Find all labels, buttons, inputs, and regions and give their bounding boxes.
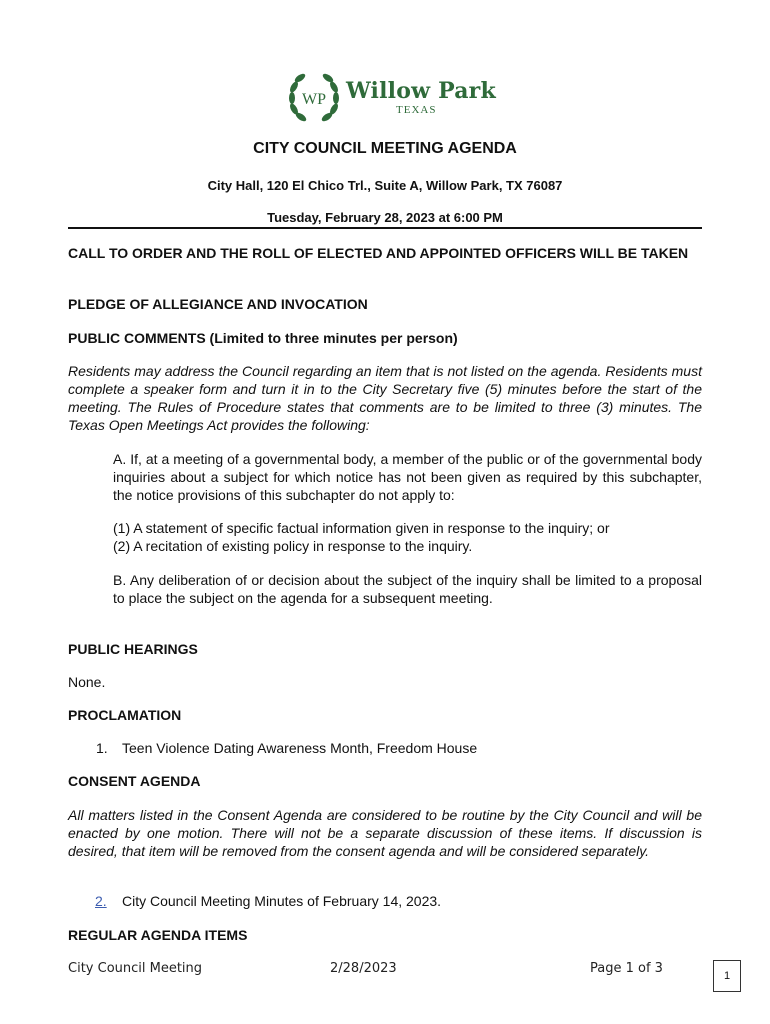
page-number-box: 1 — [713, 960, 741, 992]
page-title: CITY COUNCIL MEETING AGENDA — [253, 140, 517, 157]
public-comments-intro: Residents may address the Council regarding an item that is not listed on the agenda. Residents must complete a speaker form and turn it in to the City Secretary five (5) minutes before the start of the meeting. The Rules of Procedure states that comments are to be limited to three (3) minutes. The Texas Open Meetings Act provides the following: — [68, 363, 702, 433]
proclamation-heading: PROCLAMATION — [68, 707, 182, 723]
footer-meeting-name: City Council Meeting — [68, 961, 203, 976]
header-divider — [68, 227, 702, 229]
consent-item: City Council Meeting Minutes of February 14, 2023. — [122, 893, 442, 909]
pledge-heading: PLEDGE OF ALLEGIANCE AND INVOCATION — [68, 296, 368, 312]
proclamation-item: Teen Violence Dating Awareness Month, Freedom House — [122, 740, 478, 756]
meeting-datetime: Tuesday, February 28, 2023 at 6:00 PM — [267, 210, 503, 225]
willow-park-logo — [286, 70, 496, 126]
consent-agenda-intro: All matters listed in the Consent Agenda are considered to be routine by the City Council and will be enacted by one motion. There will not be a separate discussion of these items. If discussion is desired, that item will be removed from the consent agenda and will be considered separately. — [68, 807, 702, 859]
call-to-order-heading: CALL TO ORDER AND THE ROLL OF ELECTED AND APPOINTED OFFICERS WILL BE TAKEN — [68, 245, 689, 261]
wp-monogram: WP — [302, 91, 326, 108]
consent-item-link[interactable]: 2. — [95, 893, 107, 909]
open-meetings-para-b: B. Any deliberation of or decision about the subject of the inquiry shall be limited to a proposal to place the subject on the agenda for a subsequent meeting. — [113, 572, 702, 606]
public-hearings-body: None. — [68, 674, 106, 690]
footer-date: 2/28/2023 — [330, 961, 397, 976]
laurel-wreath-icon — [286, 70, 342, 126]
logo-state: TEXAS — [396, 104, 437, 116]
footer-page-count: Page 1 of 3 — [590, 961, 663, 976]
public-comments-heading: PUBLIC COMMENTS (Limited to three minutes per person) — [68, 330, 458, 346]
open-meetings-item-2: (2) A recitation of existing policy in response to the inquiry. — [113, 538, 473, 554]
meeting-address: City Hall, 120 El Chico Trl., Suite A, Willow Park, TX 76087 — [207, 178, 563, 193]
public-hearings-heading: PUBLIC HEARINGS — [68, 641, 198, 657]
logo-city-name: Willow Park — [346, 78, 496, 104]
open-meetings-para-a: A. If, at a meeting of a governmental body, a member of the public or of the governmental body inquiries about a subject for which notice has not been given as required by this subchapter, the notice provisions of this subchapter do not apply to: — [113, 451, 702, 503]
consent-agenda-heading: CONSENT AGENDA — [68, 773, 201, 789]
proclamation-item-number: 1. — [96, 740, 108, 756]
open-meetings-item-1: (1) A statement of specific factual information given in response to the inquiry; or — [113, 520, 610, 536]
regular-agenda-heading: REGULAR AGENDA ITEMS — [68, 927, 248, 943]
